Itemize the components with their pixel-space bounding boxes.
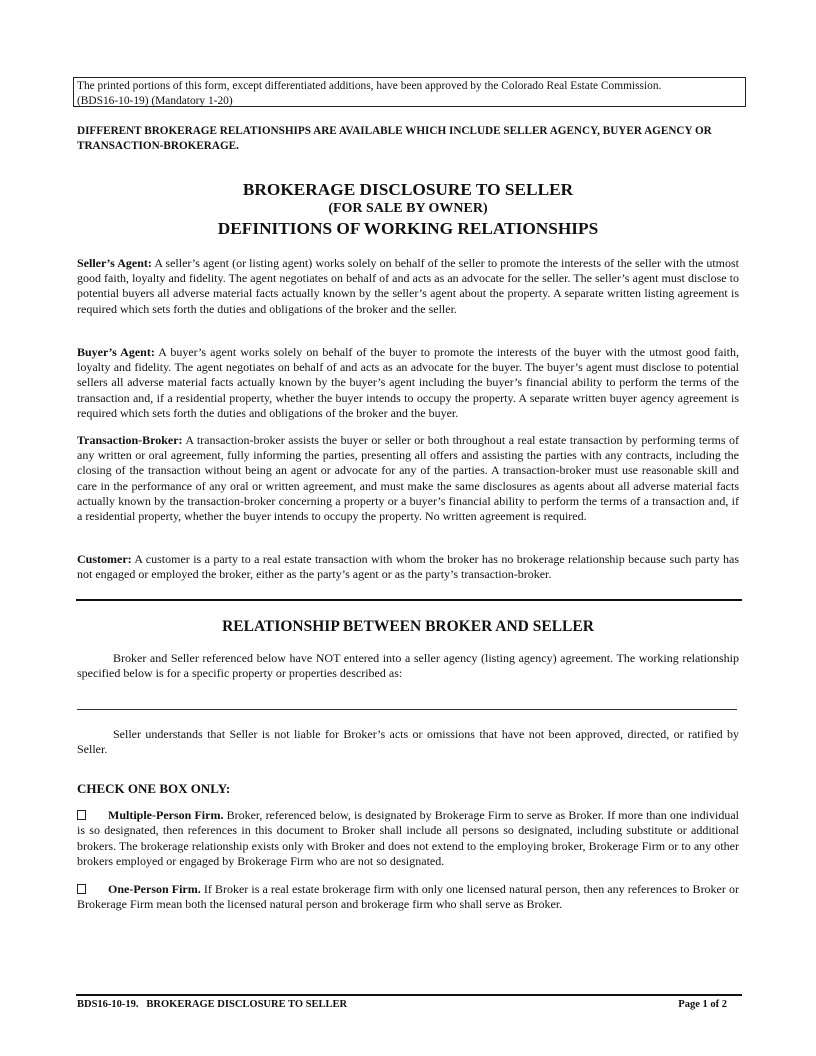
document-subtitle: (FOR SALE BY OWNER) xyxy=(328,201,488,216)
definition-term: Seller’s Agent: xyxy=(77,256,152,270)
option-label: One-Person Firm. xyxy=(108,882,201,896)
brokerage-relationships-notice: DIFFERENT BROKERAGE RELATIONSHIPS ARE AVAILABLE WHICH INCLUDE SELLER AGENCY, BUYER AGENCY OR TRANSACTION-BROKERAGE. xyxy=(77,125,712,152)
footer-form-id: BDS16-10-19. BROKERAGE DISCLOSURE TO SELLER xyxy=(77,999,348,1010)
definition-text: A buyer’s agent works solely on behalf of the buyer to promote the interests of the buyer with the utmost good faith, loyalty and fidelity. The agent negotiates on behalf of and acts as an advocate for the buyer. The buyer’s agent must disclose to potential sellers all adverse material facts actually known by the buyer’s agent including the buyer’s financial ability to perform the terms of the transaction and, if a residential property, whether the buyer intends to occupy the property. A separate written buyer agency agreement is required which sets forth the duties and obligations of the broker and the buyer. xyxy=(77,345,740,420)
section-divider xyxy=(76,599,742,601)
definition-text: A customer is a party to a real estate transaction with whom the broker has no brokerage relationship because such party has not engaged or employed the broker, either as the party’s agent or as the party’s transaction-broker. xyxy=(77,552,739,582)
footer-divider xyxy=(76,994,742,996)
definition-text: A transaction-broker assists the buyer or seller or both throughout a real estate transaction by performing terms of any written or oral agreement, fully informing the parties, presenting all offers and assisting the parties with any contracts, including the closing of the transaction without being an agent or advocate for any of the parties. A transaction-broker must use reasonable skill and care in the performance of any oral or written agreement, and must make the same disclosures as agents about all adverse material facts actually known by the transaction-broker concerning a property or a buyer’s financial ability to perform the terms of a transaction and, if a residential property, whether the buyer intends to occupy the property. No written agreement is required. xyxy=(77,433,739,524)
definition-sellers-agent xyxy=(77,256,739,317)
title-block xyxy=(73,179,743,239)
definition-customer xyxy=(77,552,739,582)
definition-text: A seller’s agent (or listing agent) works solely on behalf of the seller to promote the interests of the seller with the utmost good faith, loyalty and fidelity. The agent negotiates on behalf of and acts as an advocate for the seller. The seller’s agent must disclose to potential buyers all adverse material facts actually known by the seller’s agent about the property. A separate written listing agreement is required which sets forth the duties and obligations of the broker and the seller. xyxy=(77,256,739,316)
option-text: Broker, referenced below, is designated by Brokerage Firm to serve as Broker. If more than one individual is so designated, then references in this document to Broker shall include all persons so designated, including substitute or additional brokers. The brokerage relationship exists only with Broker and does not extend to the employing broker, Brokerage Firm or to any other brokers employed or engaged by Brokerage Firm who are not so designated. xyxy=(77,808,740,869)
definition-term: Transaction-Broker: xyxy=(77,433,183,447)
approval-line-1: The printed portions of this form, except differentiated additions, have been approved by the Colorado Real Estate Commission. xyxy=(77,80,662,92)
seller-liability-statement: Seller understands that Seller is not liable for Broker’s acts or omissions that have not been approved, directed, or ratified by Seller. xyxy=(77,727,739,757)
definitions-heading: DEFINITIONS OF WORKING RELATIONSHIPS xyxy=(217,219,599,238)
check-one-heading: CHECK ONE BOX ONLY: xyxy=(77,781,231,796)
option-one-person-firm xyxy=(77,882,739,913)
option-label: Multiple-Person Firm. xyxy=(108,808,224,822)
option-multiple-person-firm xyxy=(77,808,739,870)
definition-transaction-broker xyxy=(77,433,739,524)
option-text: If Broker is a real estate brokerage firm with only one licensed natural person, then any references to Broker or Brokerage Firm mean both the licensed natural person and brokerage firm who shall serve as Broker. xyxy=(77,882,739,912)
document-title: BROKERAGE DISCLOSURE TO SELLER xyxy=(242,180,574,199)
multiple-person-firm-checkbox[interactable] xyxy=(77,810,86,820)
approval-notice-box xyxy=(73,77,746,107)
property-description-field[interactable] xyxy=(77,709,737,710)
page-number: Page 1 of 2 xyxy=(678,999,727,1010)
one-person-firm-checkbox[interactable] xyxy=(77,884,86,894)
relationship-intro: Broker and Seller referenced below have NOT entered into a seller agency (listing agency) agreement. The working relationship specified below is for a specific property or properties described as: xyxy=(77,651,739,681)
form-version: (BDS16-10-19) (Mandatory 1-20) xyxy=(77,94,233,107)
definition-term: Customer: xyxy=(77,552,132,566)
definition-term: Buyer’s Agent: xyxy=(77,345,155,359)
relationship-heading: RELATIONSHIP BETWEEN BROKER AND SELLER xyxy=(222,618,594,635)
definition-buyers-agent xyxy=(77,345,739,421)
